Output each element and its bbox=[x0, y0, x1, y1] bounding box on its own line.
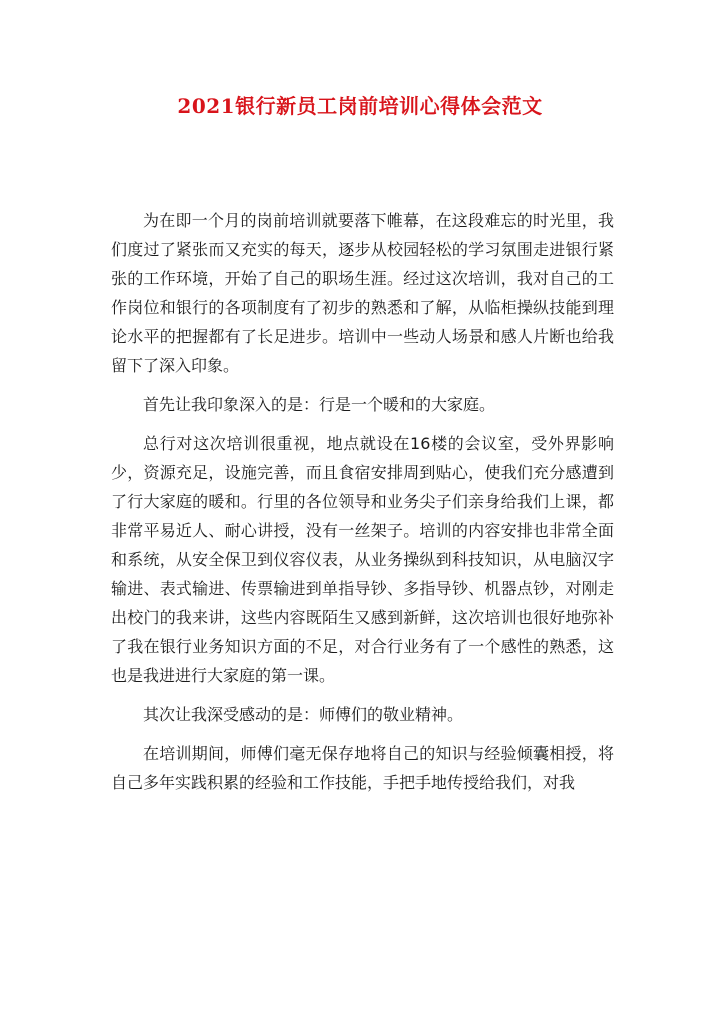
paragraph-intro: 为在即一个月的岗前培训就要落下帷幕，在这段难忘的时光里，我们度过了紧张而又充实的每天，逐步从校园轻松的学习氛围走进银行紧张的工作环境，开始了自己的职场生涯。经过这次培训，我对自己的工作岗位和银行的各项制度有了初步的熟悉和了解，从临柜操纵技能到理论水平的把握都有了长足进步。培训中一些动人场景和感人片断也给我留下了深入印象。 bbox=[111, 211, 614, 375]
document-title: 2021银行新员工岗前培训心得体会范文 bbox=[177, 94, 543, 118]
paragraph-training-details: 总行对这次培训很重视，地点就设在16楼的会议室，受外界影响少，资源充足，设施完善，而且食宿安排周到贴心，使我们充分感遭到了行大家庭的暖和。行里的各位领导和业务尖子们亲身给我们上课，都非常平易近人、耐心讲授，没有一丝架子。培训的内容安排也非常全面和系统，从安全保卫到仪容仪表，从业务操纵到科技知识，从电脑汉字输进、表式输进、传票输进到单指导钞、多指导钞、机器点钞，对刚走出校门的我来讲，这些内容既陌生又感到新鲜，这次培训也很好地弥补了我在银行业务知识方面的不足，对合行业务有了一个感性的熟悉，这也是我进进行大家庭的第一课。 bbox=[111, 434, 614, 685]
paragraph-second-impression: 其次让我深受感动的是：师傅们的敬业精神。 bbox=[143, 705, 464, 724]
document-body bbox=[111, 206, 614, 807]
paragraph-mentors: 在培训期间，师傅们毫无保存地将自己的知识与经验倾囊相授，将自己多年实践积累的经验和工作技能，手把手地传授给我们，对我 bbox=[111, 744, 614, 792]
paragraph-first-impression: 首先让我印象深入的是：行是一个暖和的大家庭。 bbox=[143, 395, 496, 414]
